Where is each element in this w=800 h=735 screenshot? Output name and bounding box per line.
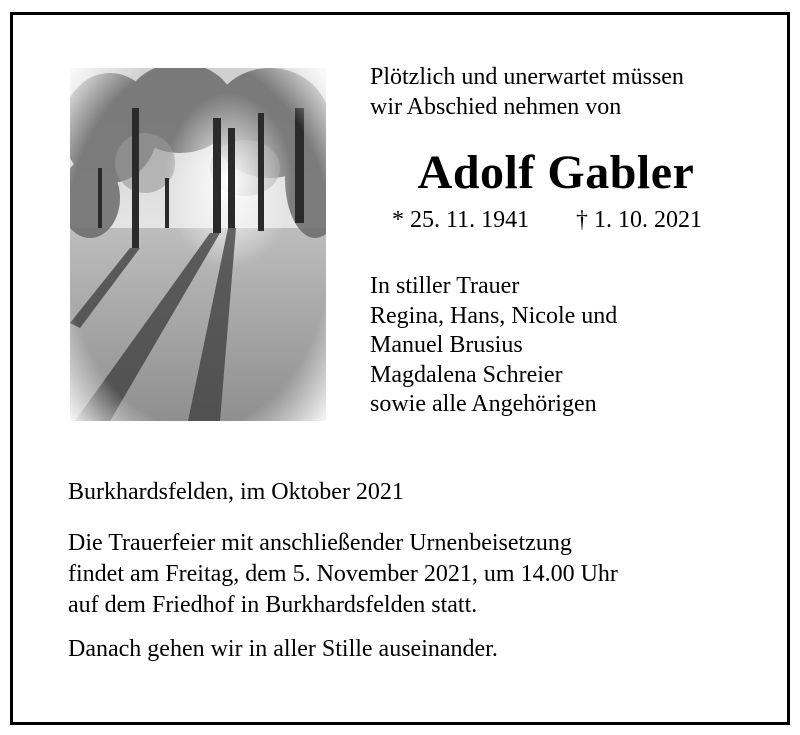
birth-date: * 25. 11. 1941 xyxy=(392,207,530,233)
ceremony-text xyxy=(68,528,618,621)
mourners-line: Manuel Brusius xyxy=(370,332,523,358)
mourners-line: Magdalena Schreier xyxy=(370,361,563,388)
deceased-name: Adolf Gabler xyxy=(417,146,695,199)
death-date: † 1. 10. 2021 xyxy=(576,207,702,233)
closing-text: Danach gehen wir in aller Stille auseinander. xyxy=(68,636,498,662)
mourners-line: Regina, Hans, Nicole und xyxy=(370,302,618,329)
mourners-list xyxy=(370,272,617,420)
life-dates xyxy=(392,204,722,236)
mourners-line: sowie alle Angehörigen xyxy=(370,391,597,417)
mourners-line: In stiller Trauer xyxy=(370,273,520,299)
place-and-date: Burkhardsfelden, im Oktober 2021 xyxy=(68,479,404,505)
ceremony-line: auf dem Friedhof in Burkhardsfelden statt. xyxy=(68,592,478,618)
ceremony-line: Die Trauerfeier mit anschließender Urnenbeisetzung xyxy=(68,530,572,556)
ceremony-line: findet am Freitag, dem 5. November 2021, um 14.00 Uhr xyxy=(68,561,618,587)
intro-line: wir Abschied nehmen von xyxy=(370,94,622,120)
trees-photo xyxy=(70,68,326,421)
intro-text xyxy=(370,62,684,122)
intro-line: Plötzlich und unerwartet müssen xyxy=(370,64,684,90)
